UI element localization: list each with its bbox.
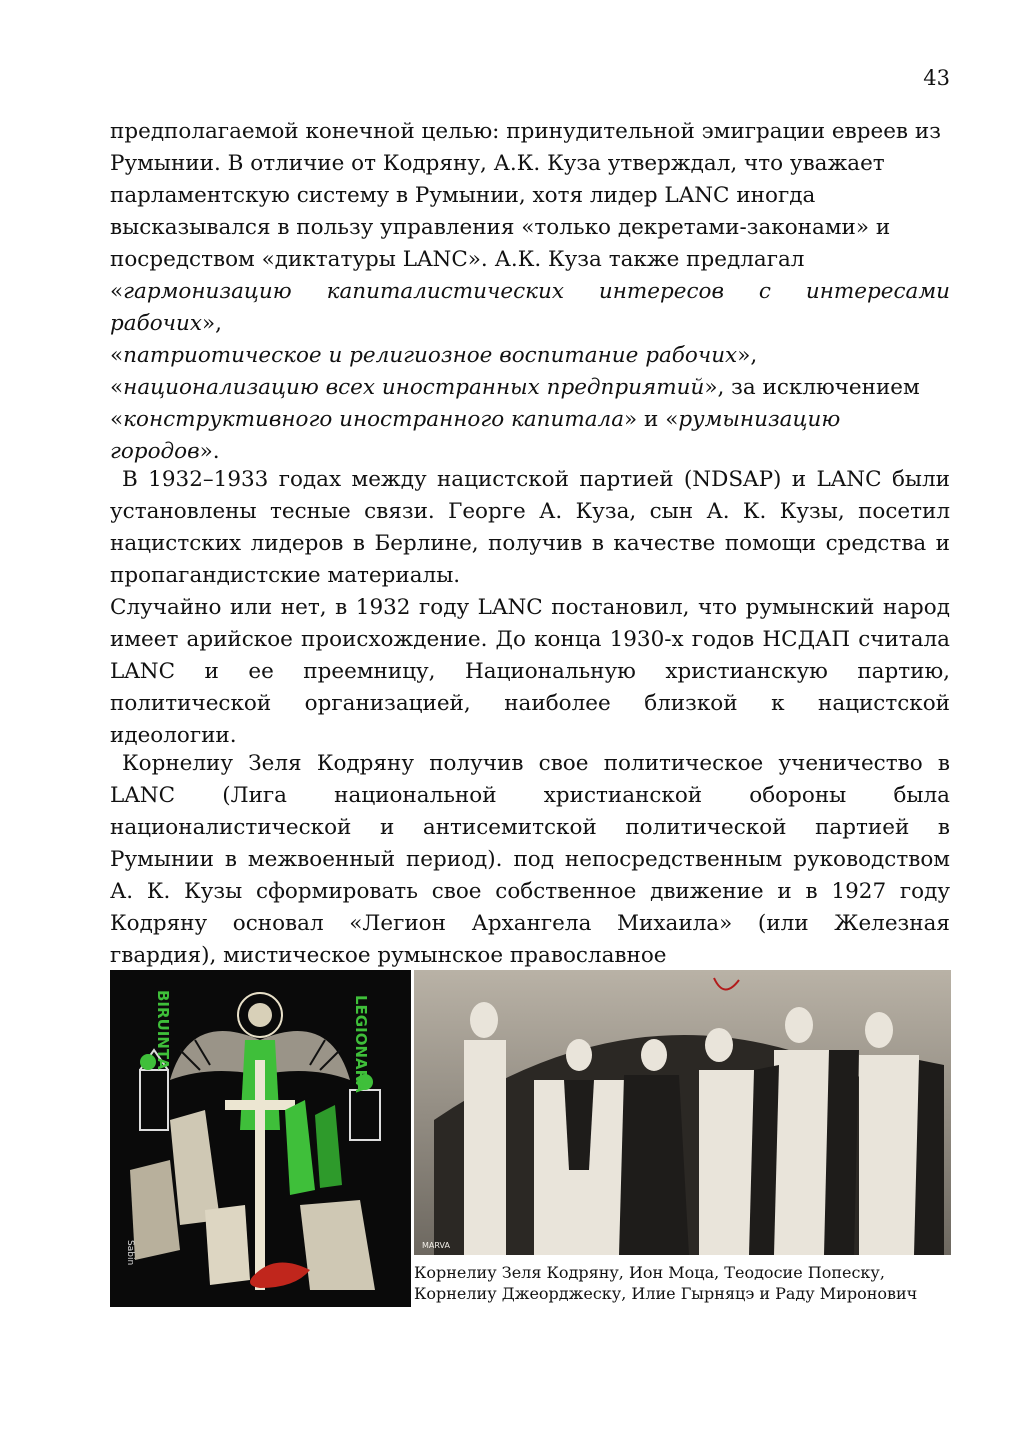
paragraph-1-line: посредством «диктатуры LANC». А.К. Куза также предлагал	[110, 247, 805, 272]
italic-quote: гармонизацию капиталистических интересов с интересами рабочих	[110, 279, 950, 336]
italic-quote: национализацию всех иностранных предприятий	[123, 375, 705, 400]
italic-quote: патриотическое и религиозное воспитание рабочих	[123, 343, 738, 368]
poster-right-text: LEGIONARA	[352, 995, 370, 1093]
quote-line: «гармонизацию капиталистических интересов с интересами рабочих»,	[110, 279, 950, 336]
paragraph-1-line: предполагаемой конечной целью: принудительной эмиграции евреев из	[110, 119, 941, 144]
quote-line: городов».	[110, 439, 220, 464]
italic-quote: румынизацию	[678, 407, 841, 432]
paragraph-2	[110, 464, 950, 752]
italic-quote: городов	[110, 439, 200, 464]
quote-line: «национализацию всех иностранных предприятий», за исключением	[110, 375, 920, 400]
page-number: 43	[923, 66, 950, 90]
caption-line-2: Корнелиу Джеорджеску, Илие Гырняцэ и Раду Миронович	[414, 1284, 918, 1303]
paragraph-2-text-a: В 1932–1933 годах между нацистской партией (NDSAP) и LANC были установлены тесные связи. Георге А. Куза, сын А. К. Кузы, посетил нацистских лидеров в Берлине, получив в качестве помощи средства и пропагандистские материалы.	[110, 467, 950, 588]
quote-line: «патриотическое и религиозное воспитание рабочих»,	[110, 343, 758, 368]
paragraph-1	[110, 116, 950, 468]
caption-line-1: Корнелиу Зеля Кодряну, Ион Моца, Теодосие Попеску,	[414, 1263, 885, 1282]
photo-corner-text: MARVA	[422, 1241, 450, 1250]
paragraph-3	[110, 748, 950, 972]
paragraph-3-text: Корнелиу Зеля Кодряну получив свое политическое ученичество в LANC (Лига национальной христианской обороны была националистической и антисемитской политической партией в Румынии в межвоенный период). под непосредственным руководством А. К. Кузы сформировать свое собственное движение и в 1927 году Кодряну основал «Легион Архангела Михаила» (или Железная гвардия), мистическое румынское православное	[110, 751, 950, 968]
italic-quote: конструктивного иностранного капитала	[123, 407, 625, 432]
quote-line: «конструктивного иностранного капитала» и «румынизацию	[110, 407, 841, 432]
paragraph-1-line: высказывался в пользу управления «только декретами-законами» и	[110, 215, 891, 240]
poster-left-text: BIRUINTA	[154, 990, 172, 1070]
legionary-poster-image	[110, 970, 411, 1307]
paragraph-1-line: парламентскую систему в Румынии, хотя лидер LANC иногда	[110, 183, 816, 208]
paragraph-1-line: Румынии. В отличие от Кодряну, А.К. Куза утверждал, что уважает	[110, 151, 885, 176]
paragraph-2-text-b: Случайно или нет, в 1932 году LANC постановил, что румынский народ имеет арийское происхождение. До конца 1930-х годов НСДАП считала LANC и ее преемницу, Национальную христианскую партию, политической организацией, наиболее близкой к нацистской идеологии.	[110, 595, 950, 748]
group-photo-image	[414, 970, 951, 1255]
photo-caption	[414, 1262, 951, 1304]
poster-signature: Sabin	[125, 1240, 135, 1266]
